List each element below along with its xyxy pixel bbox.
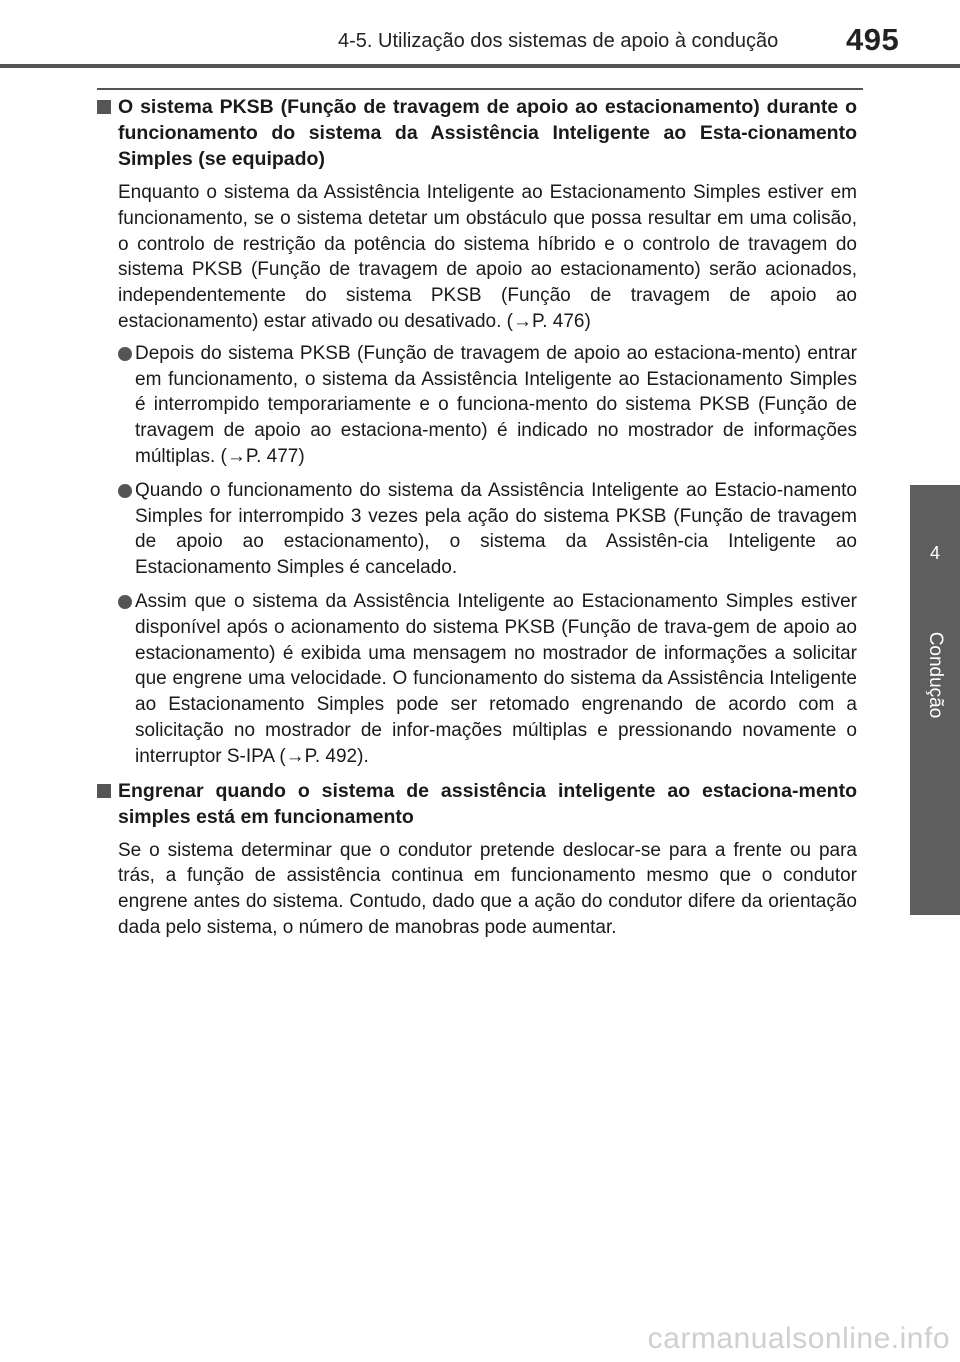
section-heading	[97, 94, 857, 172]
circle-bullet-icon	[118, 484, 132, 498]
list-item-text: Quando o funcionamento do sistema da Assistência Inteligente ao Estacio-namento Simples for interrompido 3 vezes pela ação do sistema PKSB (Função de travagem de apoio ao estacionamento), o sistema da Assistên-cia Inteligente ao Estacionamento Simples é cancelado.	[135, 479, 857, 579]
content-top-rule	[97, 88, 863, 90]
chapter-number: 4	[929, 543, 940, 563]
chapter-label: Condução	[925, 631, 946, 719]
section-heading	[97, 778, 857, 830]
section-paragraph: Enquanto o sistema da Assistência Inteligente ao Estacionamento Simples estiver em funcionamento, se o sistema detetar um obstáculo que possa resultar em uma colisão, o controlo de restrição da potência do sistema híbrido e o controlo de travagem do sistema PKSB (Função de travagem de apoio ao estacionamento) serão acionados, independentemente do sistema PKSB (Função de travagem de apoio ao estacionamento) estar ativado ou desativado. (→P. 476)	[118, 182, 857, 332]
chapter-tab	[910, 485, 960, 915]
list-item	[118, 478, 857, 581]
list-item-text: Assim que o sistema da Assistência Inteligente ao Estacionamento Simples estiver disponível após o acionamento do sistema PKSB (Função de trava-gem de apoio ao estacionamento) é exibida uma mensagem no mostrador de informações a solicitar que engrene uma velocidade. O funcionamento do sistema da Assistência Inteligente ao Estacionamento Simples pode ser retomado engrenando de acordo com a solicitação no mostrador de infor-mações múltiplas e pressionando novamente o interruptor S-IPA (→P. 492).	[135, 590, 857, 767]
main-content	[97, 94, 857, 947]
square-bullet-icon	[97, 784, 111, 798]
list-item	[118, 589, 857, 770]
list-item	[118, 341, 857, 470]
page-number: 495	[846, 22, 900, 57]
header-divider	[0, 64, 960, 68]
section-title: 4-5. Utilização dos sistemas de apoio à condução	[338, 30, 779, 52]
watermark: carmanualsonline.info	[647, 1322, 950, 1355]
circle-bullet-icon	[118, 595, 132, 609]
list-item-text: Depois do sistema PKSB (Função de travagem de apoio ao estaciona-mento) entrar em funcionamento, o sistema da Assistência Inteligente ao Estacionamento Simples é interrompido temporariamente e o funciona-mento do sistema PKSB (Função de travagem de apoio ao estaciona-mento) é indicado no mostrador de informações múltiplas. (→P. 477)	[135, 342, 857, 467]
circle-bullet-icon	[118, 347, 132, 361]
section-paragraph: Se o sistema determinar que o condutor pretende deslocar-se para a frente ou para trás, a função de assistência continua em funcionamento mesmo que o condutor engrene antes do sistema. Contudo, dado que a ação do condutor difere da orientação dada pelo sistema, o número de manobras pode aumentar.	[118, 839, 857, 938]
square-bullet-icon	[97, 100, 111, 114]
section-heading-text: Engrenar quando o sistema de assistência inteligente ao estaciona-mento simples está em funcionamento	[118, 779, 857, 828]
section-heading-text: O sistema PKSB (Função de travagem de apoio ao estacionamento) durante o funcionamento do sistema da Assistência Inteligente ao Esta-cionamento Simples (se equipado)	[118, 96, 857, 170]
